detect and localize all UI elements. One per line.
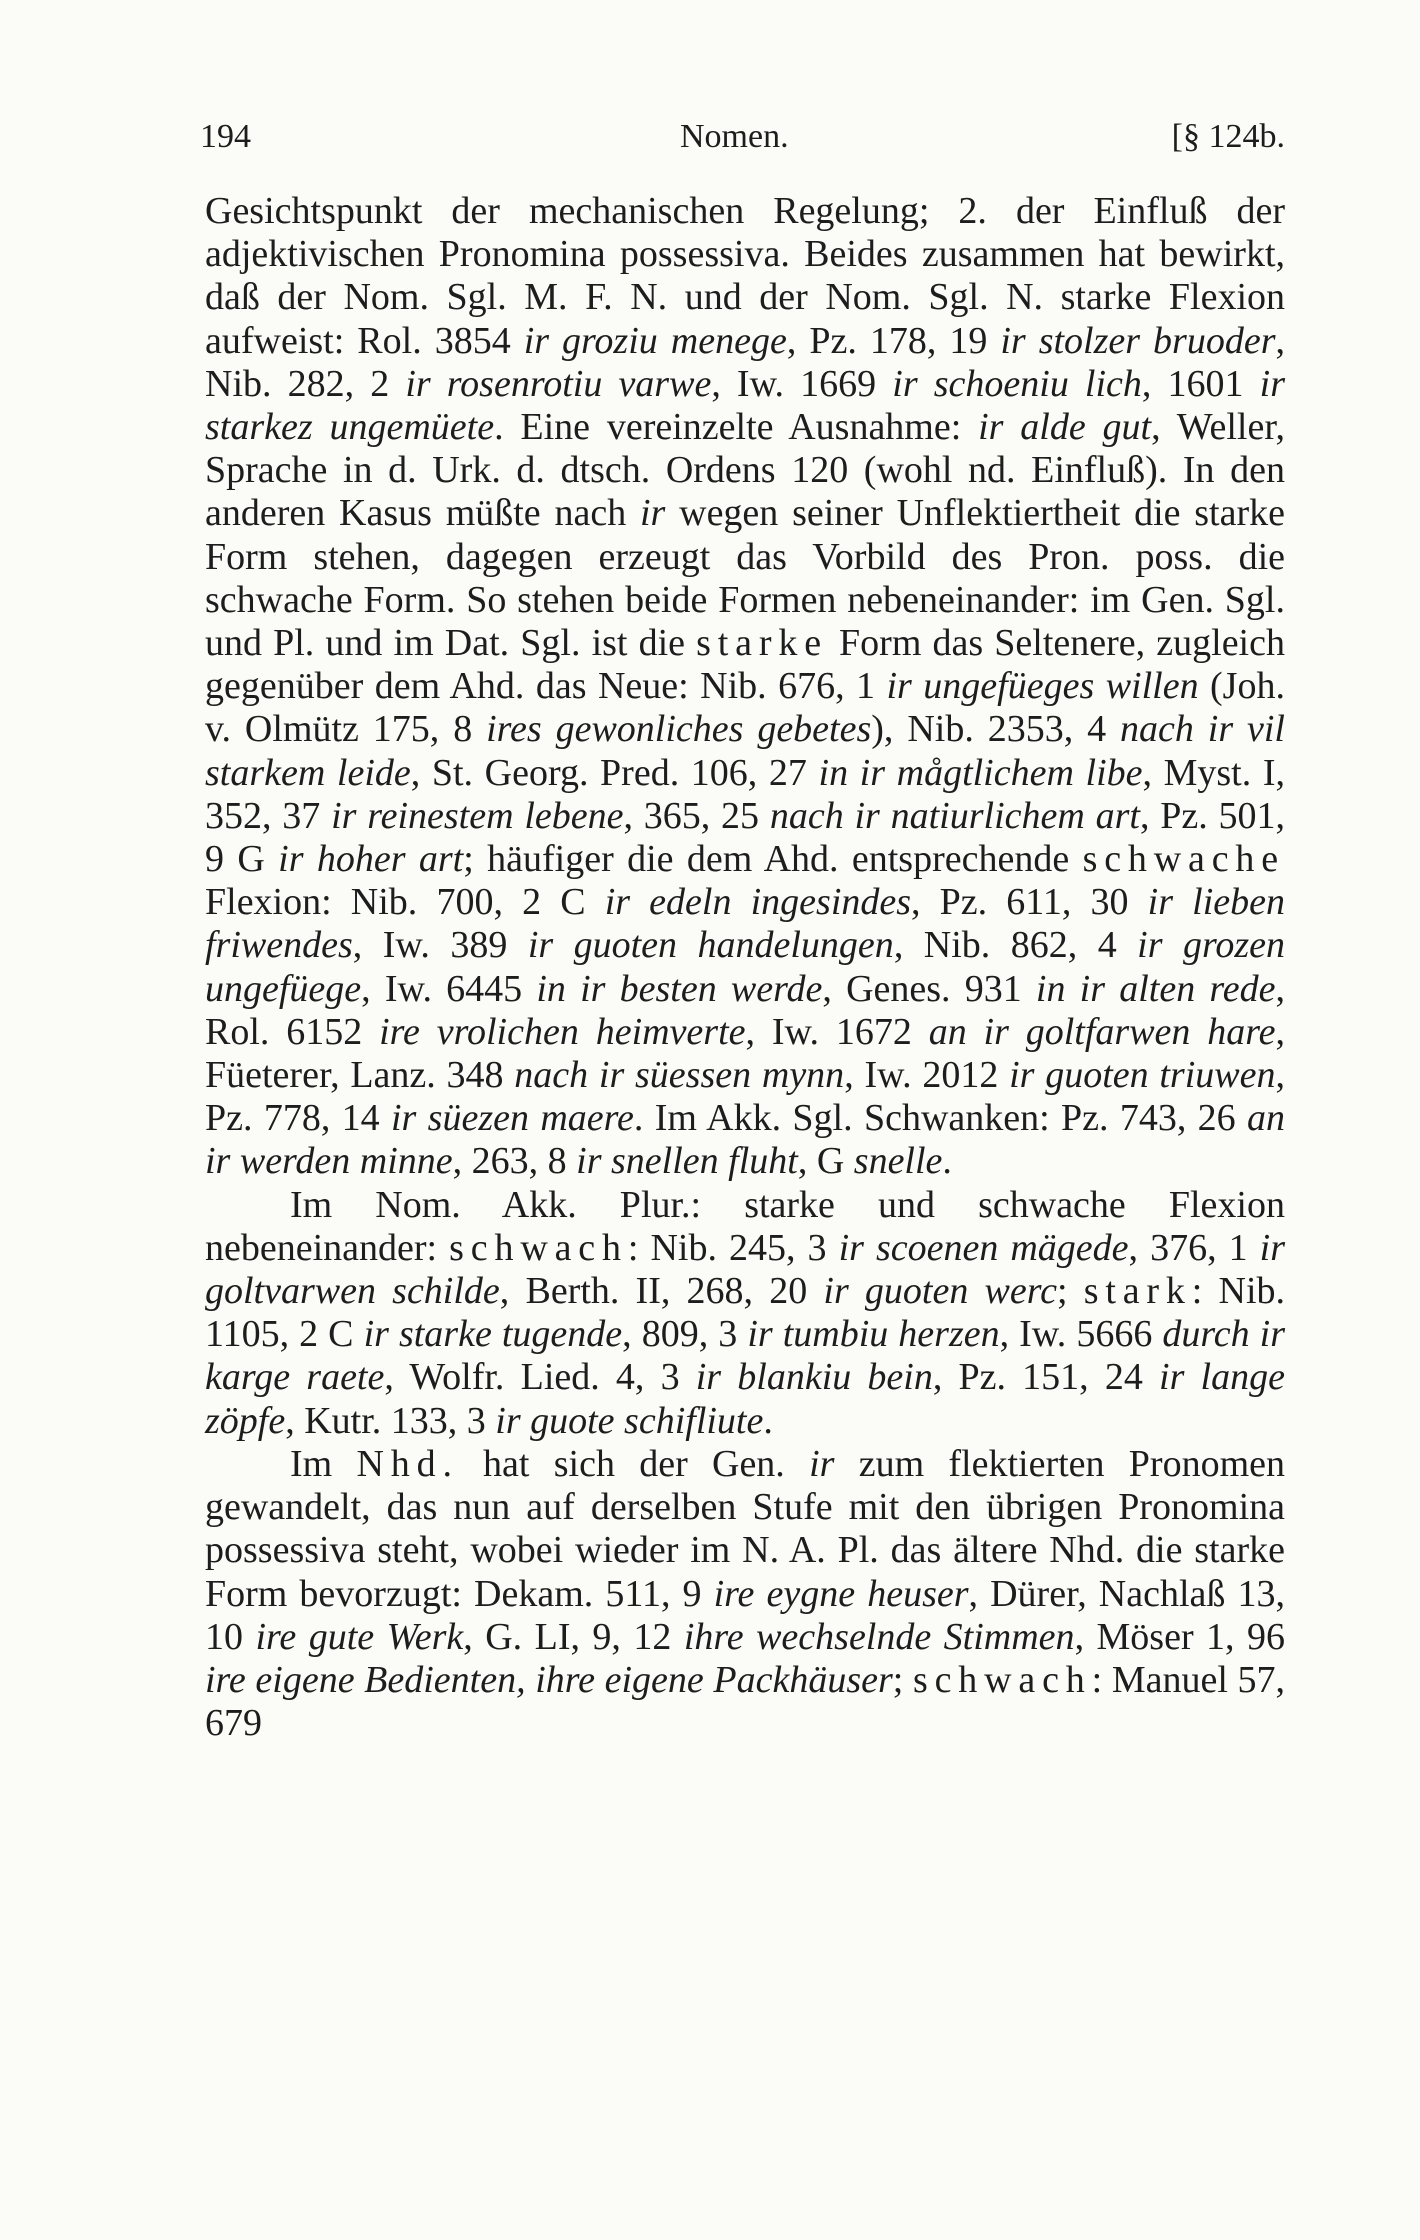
quoted-form: in ir besten werde xyxy=(536,967,823,1010)
spaced-emphasis: schwach xyxy=(912,1658,1092,1701)
quoted-form: in ir alten rede xyxy=(1035,967,1276,1010)
text-run: , Pz. 611, 30 xyxy=(911,881,1148,924)
text-run: , Pz. 778, 14 xyxy=(205,1054,1285,1140)
paragraph xyxy=(205,190,1285,1184)
spaced-emphasis: stark xyxy=(1083,1270,1192,1313)
text-run: . xyxy=(942,1140,952,1183)
text-run: , Myst. I, 352, 37 xyxy=(205,751,1285,837)
text-run: , G xyxy=(797,1140,854,1183)
quoted-form: an ir werden minne xyxy=(205,1097,1286,1183)
quoted-form: ir guote schifliute xyxy=(495,1399,764,1442)
text-run: , Weller, Sprache in d. Urk. d. dtsch. Ordens 120 (wohl nd. Einfluß). In den anderen Kasus müßte nach xyxy=(205,406,1285,535)
quoted-form: ir lieben friwendes xyxy=(205,881,1285,967)
text-run: : Nib. 1105, 2 C xyxy=(205,1270,1286,1356)
text-run: ; xyxy=(1056,1270,1084,1313)
quoted-form: ir tumbiu herzen xyxy=(747,1313,1000,1356)
text-run: , Iw. 5666 xyxy=(999,1313,1163,1356)
quoted-form: nach ir vil starkem leide xyxy=(205,708,1285,794)
text-run: , Iw. 389 xyxy=(352,924,528,967)
text-run: : Manuel 57, 679 xyxy=(205,1658,1286,1745)
text-run: zum flektierten Pronomen gewandelt, das nun auf derselben Stufe mit den übrigen Pronomina possessiva steht, wobei wieder im N. A. Pl. das ältere Nhd. die starke Form bevorzugt: Dekam. 511, 9 xyxy=(205,1442,1285,1615)
text-run: ), Nib. 2353, 4 xyxy=(871,708,1120,751)
text-run: , Iw. 6445 xyxy=(361,967,537,1010)
text-run: Im xyxy=(290,1442,357,1485)
quoted-form: nach ir natiurlichem art xyxy=(769,794,1140,837)
quoted-form: ire eigene Bedienten, ihre eigene Packhäuser xyxy=(205,1658,893,1701)
quoted-form: ir edeln ingesindes xyxy=(604,881,912,924)
text-run: . Eine vereinzelte Ausnahme: xyxy=(494,406,979,449)
text-run: Im Nom. Akk. Plur.: starke und schwache Flexion nebeneinander: xyxy=(205,1183,1285,1269)
text-run: Gesichtspunkt der mechanischen Regelung; 2. der Einfluß der adjektivischen Pronomina possessiva. Beides zusammen hat bewirkt, daß der Nom. Sgl. M. F. N. und der Nom. Sgl. N. starke Flexion aufweist: Rol. 3854 xyxy=(205,190,1285,362)
quoted-form: ir starke tugende xyxy=(363,1313,623,1356)
quoted-form: ir süezen maere xyxy=(391,1097,634,1140)
text-run: , Nib. 862, 4 xyxy=(893,924,1138,967)
quoted-form: ir rosenrotiu varwe xyxy=(405,362,712,405)
quoted-form: ihre wechselnde Stimmen xyxy=(683,1615,1075,1658)
text-run: , Iw. 1669 xyxy=(711,362,893,405)
quoted-form: ire vrolichen heimverte xyxy=(379,1010,746,1053)
quoted-form: durch ir karge raete xyxy=(205,1313,1286,1399)
quoted-form: ires gewonliches gebetes xyxy=(486,708,872,751)
text-run: , 263, 8 xyxy=(452,1140,577,1183)
running-title: Nomen. xyxy=(680,118,789,155)
quoted-form: an ir goltfarwen hare xyxy=(928,1010,1276,1053)
quoted-form: ir lange zöpfe xyxy=(205,1356,1285,1442)
quoted-form: ir groziu menege xyxy=(523,319,787,362)
text-run: , 376, 1 xyxy=(1128,1226,1260,1269)
text-run: ; häufiger die dem Ahd. entsprechende xyxy=(463,838,1083,881)
quoted-form: in ir mågtlichem libe xyxy=(818,751,1143,794)
text-run: , 809, 3 xyxy=(622,1313,748,1356)
paragraph xyxy=(205,1184,1285,1443)
quoted-form: nach ir süessen mynn xyxy=(514,1054,845,1097)
text-run: , G. LI, 9, 12 xyxy=(463,1615,684,1658)
text-run: , Pz. 178, 19 xyxy=(786,319,1001,362)
text-run: , Wolfr. Lied. 4, 3 xyxy=(384,1356,696,1399)
quoted-form: ir scoenen mägede xyxy=(838,1226,1129,1269)
spaced-emphasis: Nhd. xyxy=(356,1442,459,1485)
text-run: hat sich der Gen. xyxy=(458,1442,810,1485)
page-number: 194 xyxy=(200,118,251,155)
text-run: ; xyxy=(892,1658,913,1701)
quoted-form: ir stolzer bruoder xyxy=(1000,319,1276,362)
spaced-emphasis: schwache xyxy=(1082,838,1285,881)
text-run: (Joh. v. Olmütz 175, 8 xyxy=(205,665,1285,751)
text-run: , Pz. 501, 9 G xyxy=(205,794,1286,881)
quoted-form: ir reinestem lebene xyxy=(331,794,624,837)
spaced-emphasis: schwach xyxy=(449,1226,628,1269)
quoted-form: ire eygne heuser xyxy=(713,1572,969,1615)
text-run: wegen seiner Unflektiertheit die starke Form stehen, dagegen erzeugt das Vorbild des Pron. poss. die schwache Form. So stehen beide Formen nebeneinander: im Gen. Sgl. und Pl. und im Dat. Sgl. ist die xyxy=(205,492,1286,665)
text-run: , Iw. 1672 xyxy=(745,1010,929,1053)
section-reference: [§ 124b. xyxy=(1171,118,1285,155)
quoted-form: ir blankiu bein xyxy=(695,1356,933,1399)
text-run: , Kutr. 133, 3 xyxy=(285,1399,496,1442)
quoted-form: ir goltvarwen schilde xyxy=(205,1226,1286,1313)
page-header xyxy=(200,118,1285,168)
quoted-form: ir guoten handelungen xyxy=(527,924,894,967)
text-run: , Genes. 931 xyxy=(822,967,1036,1010)
text-run: Flexion: Nib. 700, 2 C xyxy=(205,881,605,924)
text-run: , 365, 25 xyxy=(623,794,770,837)
text-run: , St. Georg. Pred. 106, 27 xyxy=(410,751,819,794)
text-run: , Füeterer, Lanz. 348 xyxy=(205,1010,1285,1097)
quoted-form: ir starkez ungemüete xyxy=(205,362,1286,449)
quoted-form: ir guoten triuwen xyxy=(1009,1054,1276,1097)
quoted-form: ir grozen ungefüege xyxy=(205,924,1286,1010)
text-run: , 1601 xyxy=(1141,362,1260,405)
quoted-form: ir xyxy=(809,1442,835,1485)
text-run: , Möser 1, 96 xyxy=(1074,1615,1286,1658)
quoted-form: ir snellen fluht xyxy=(576,1140,798,1183)
quoted-form: ir guoten werc xyxy=(823,1270,1057,1313)
page-body xyxy=(205,190,1285,1745)
quoted-form: ir alde gut xyxy=(978,406,1152,449)
paragraph xyxy=(205,1443,1285,1745)
quoted-form: ir xyxy=(639,492,666,535)
text-run: , Pz. 151, 24 xyxy=(932,1356,1160,1399)
spaced-emphasis: starke xyxy=(696,622,828,665)
text-run: , Rol. 6152 xyxy=(205,967,1285,1053)
text-run: . Im Akk. Sgl. Schwanken: Pz. 743, 26 xyxy=(633,1097,1248,1140)
quoted-form: ir schoeniu lich xyxy=(892,362,1142,405)
text-run: . xyxy=(763,1399,773,1442)
text-run: , Nib. 282, 2 xyxy=(205,319,1285,405)
text-run: , Dürer, Nachlaß 13, 10 xyxy=(205,1572,1285,1658)
quoted-form: ire gute Werk xyxy=(255,1615,464,1658)
quoted-form: snelle xyxy=(853,1140,943,1183)
text-run: , Iw. 2012 xyxy=(844,1054,1010,1097)
text-run: , Berth. II, 268, 20 xyxy=(499,1270,824,1313)
quoted-form: ir ungefüeges willen xyxy=(886,665,1199,708)
text-run: : Nib. 245, 3 xyxy=(627,1226,839,1269)
text-run: Form das Seltenere, zugleich gegenüber dem Ahd. das Neue: Nib. 676, 1 xyxy=(205,622,1285,708)
quoted-form: ir hoher art xyxy=(278,838,464,881)
